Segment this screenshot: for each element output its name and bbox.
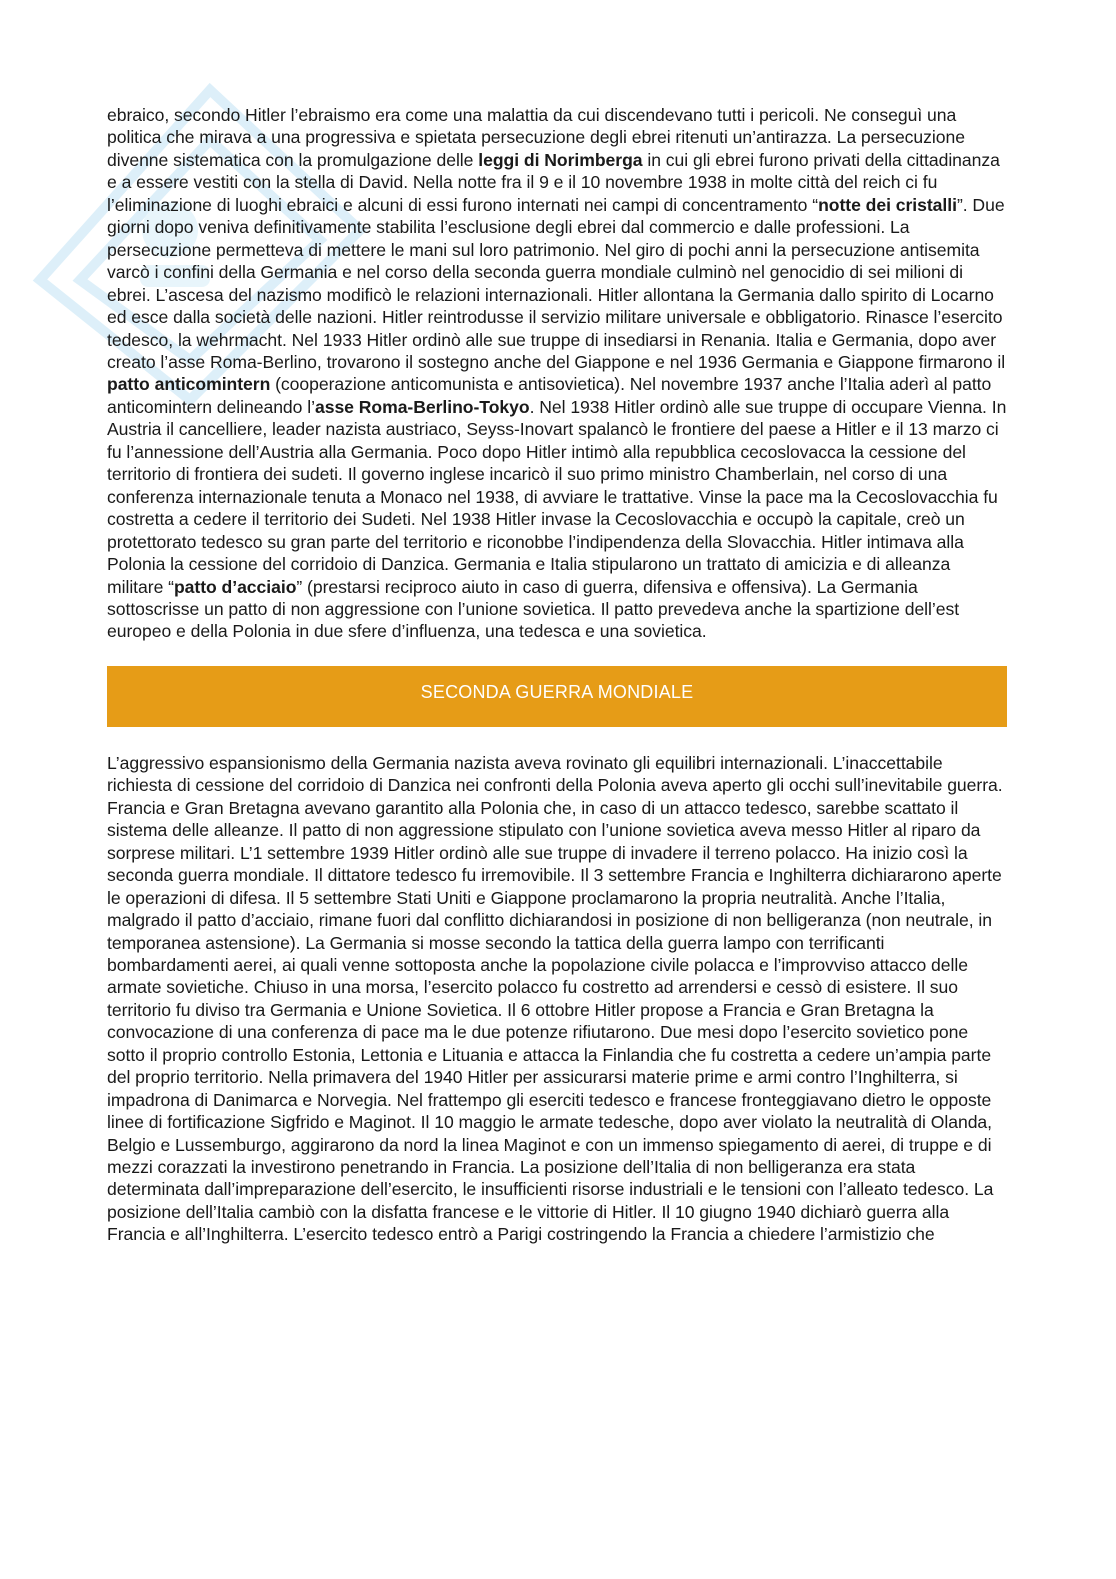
bold-term: patto anticomintern — [107, 374, 271, 395]
text-run: . Nel 1938 Hitler ordinò alle sue truppe di occupare Vienna. In Austria il cancelliere, leader nazista austriaco, Seyss-Inovart spalancò le frontiere del paese a Hitler e il 13 marzo ci fu l’annessione dell’Austria alla Germania. Poco dopo Hitler intimò alla repubblica cecoslovacca la cessione del territorio di frontiera dei sudeti. Il governo inglese incaricò il suo primo ministro Chamberlain, nel corso di una conferenza internazionale tenuta a Monaco nel 1938, di avviare le trattative. Vinse la pace ma la Cecoslovacchia fu costretta a cedere il territorio dei Sudeti. Nel 1938 Hitler invase la Cecoslovacchia e occupò la capitale, creò un protettorato tedesco su gran parte del territorio e riconobbe l’indipendenza della Slovacchia. Hitler intimava alla Polonia la cessione del corridoio di Danzica. Germania e Italia stipularono un trattato di amicizia e di alleanza militare “ — [107, 396, 1007, 597]
text-run: ” (prestarsi reciproco aiuto in caso di guerra, difensiva e offensiva). La Germania sottoscrisse un patto di non aggressione con l’unione sovietica. Il patto prevedeva anche la spartizione dell’est europeo e della Polonia in due sfere d’influenza, una tedesca e una sovietica. — [107, 576, 960, 642]
section-header-band — [107, 666, 1007, 727]
document-page — [107, 104, 1007, 1246]
bold-term: asse Roma-Berlino-Tokyo — [314, 396, 530, 417]
section-title: SECONDA GUERRA MONDIALE — [420, 681, 694, 702]
text-run: in cui gli ebrei furono privati della cittadinanza e a essere vestiti con la stella di David. Nella notte fra il 9 e il 10 novembre 1938 in molte città del reich ci fu l’eliminazione di luoghi ebraici e alcuni di essi furono internati nei campi di concentramento “ — [107, 149, 1000, 215]
body-paragraph-ww2 — [107, 752, 1007, 1246]
bold-term: patto d’acciaio — [173, 576, 297, 597]
text-run: ”. Due giorni dopo veniva definitivamente stabilita l’esclusione degli ebrei dal commercio e dalle professioni. La persecuzione permetteva di mettere le mani sul loro patrimonio. Nel giro di pochi anni la persecuzione antisemita varcò i confini della Germania e nel corso della seconda guerra mondiale culminò nel genocidio di sei milioni di ebrei. L’ascesa del nazismo modificò le relazioni internazionali. Hitler allontana la Germania dallo spirito di Locarno ed esce dalla società delle nazioni. Hitler reintrodusse il servizio militare universale e obbligatorio. Rinasce l’esercito tedesco, la wehrmacht. Nel 1933 Hitler ordinò alle sue truppe di insediarsi in Renania. Italia e Germania, dopo aver creato l’asse Roma-Berlino, trovarono il sostegno anche del Giappone e nel 1936 Germania e Giappone firmarono il — [107, 194, 1006, 372]
text-run: ebraico, secondo Hitler l’ebraismo era come una malattia da cui discendevano tutti i pericoli. Ne conseguì una politica che mirava a una progressiva e spietata persecuzione degli ebrei ritenuti un’antirazza. La persecuzione divenne sistematica con la promulgazione delle — [107, 105, 965, 170]
text-run: (cooperazione anticomunista e antisovietica). Nel novembre 1937 anche l’Italia aderì al patto anticomintern delineando l’ — [107, 374, 992, 417]
text-run: L’aggressivo espansionismo della Germania nazista aveva rovinato gli equilibri internazionali. L’inaccettabile richiesta di cessione del corridoio di Danzica nei confronti della Polonia aveva aperto gli occhi sull’inevitabile guerra. Francia e Gran Bretagna avevano garantito alla Polonia che, in caso di un attacco tedesco, sarebbe scattato il sistema delle alleanze. Il patto di non aggressione stipulato con l’unione sovietica aveva messo Hitler al riparo da sorprese militari. L’1 settembre 1939 Hitler ordinò alle sue truppe di invadere il terreno polacco. Ha inizio così la seconda guerra mondiale. Il dittatore tedesco fu irremovibile. Il 3 settembre Francia e Inghilterra dichiararono aperte le operazioni di difesa. Il 5 settembre Stati Uniti e Giappone proclamarono la propria neutralità. Anche l’Italia, malgrado il patto d’acciaio, rimane fuori dal conflitto dichiarandosi in posizione di non belligeranza (non neutrale, in temporanea astensione). La Germania si mosse secondo la tattica della guerra lampo con terrificanti bombardamenti aerei, ai quali venne sottoposta anche la popolazione civile polacca e l’improvviso attacco delle armate sovietiche. Chiuso in una morsa, l’esercito polacco fu costretto ad arrendersi e cessò di esistere. Il suo territorio fu diviso tra Germania e Unione Sovietica. Il 6 ottobre Hitler propose a Francia e Gran Bretagna la convocazione di una conferenza di pace ma le due potenze rifiutarono. Due mesi dopo l’esercito sovietico pone sotto il proprio controllo Estonia, Lettonia e Lituania e attacca la Finlandia che fu costretta a cedere un’ampia parte del proprio territorio. Nella primavera del 1940 Hitler per assicurarsi materie prime e armi contro l’Inghilterra, si impadrona di Danimarca e Norvegia. Nel frattempo gli eserciti tedesco e francese fronteggiavano dietro le opposte linee di fortificazione Sigfrido e Maginot. Il 10 maggio le armate tedesche, dopo aver violato la neutralità di Olanda, Belgio e Lussemburgo, aggirarono da nord la linea Maginot e con un immenso spiegamento di aerei, di truppe e di mezzi corazzati la investirono penetrando in Francia. La posizione dell’Italia di non belligeranza era stata determinata dall’impreparazione dell’esercito, le insufficienti risorse industriali e le tensioni con l’alleato tedesco. La posizione dell’Italia cambiò con la disfatta francese e le vittorie di Hitler. Il 10 giugno 1940 dichiarò guerra alla Francia e all’Inghilterra. L’esercito tedesco entrò a Parigi costringendo la Francia a chiedere l’armistizio che — [107, 752, 1003, 1245]
body-paragraph-nazism — [107, 104, 1007, 643]
bold-term: notte dei cristalli — [818, 194, 957, 215]
bold-term: leggi di Norimberga — [478, 149, 643, 170]
